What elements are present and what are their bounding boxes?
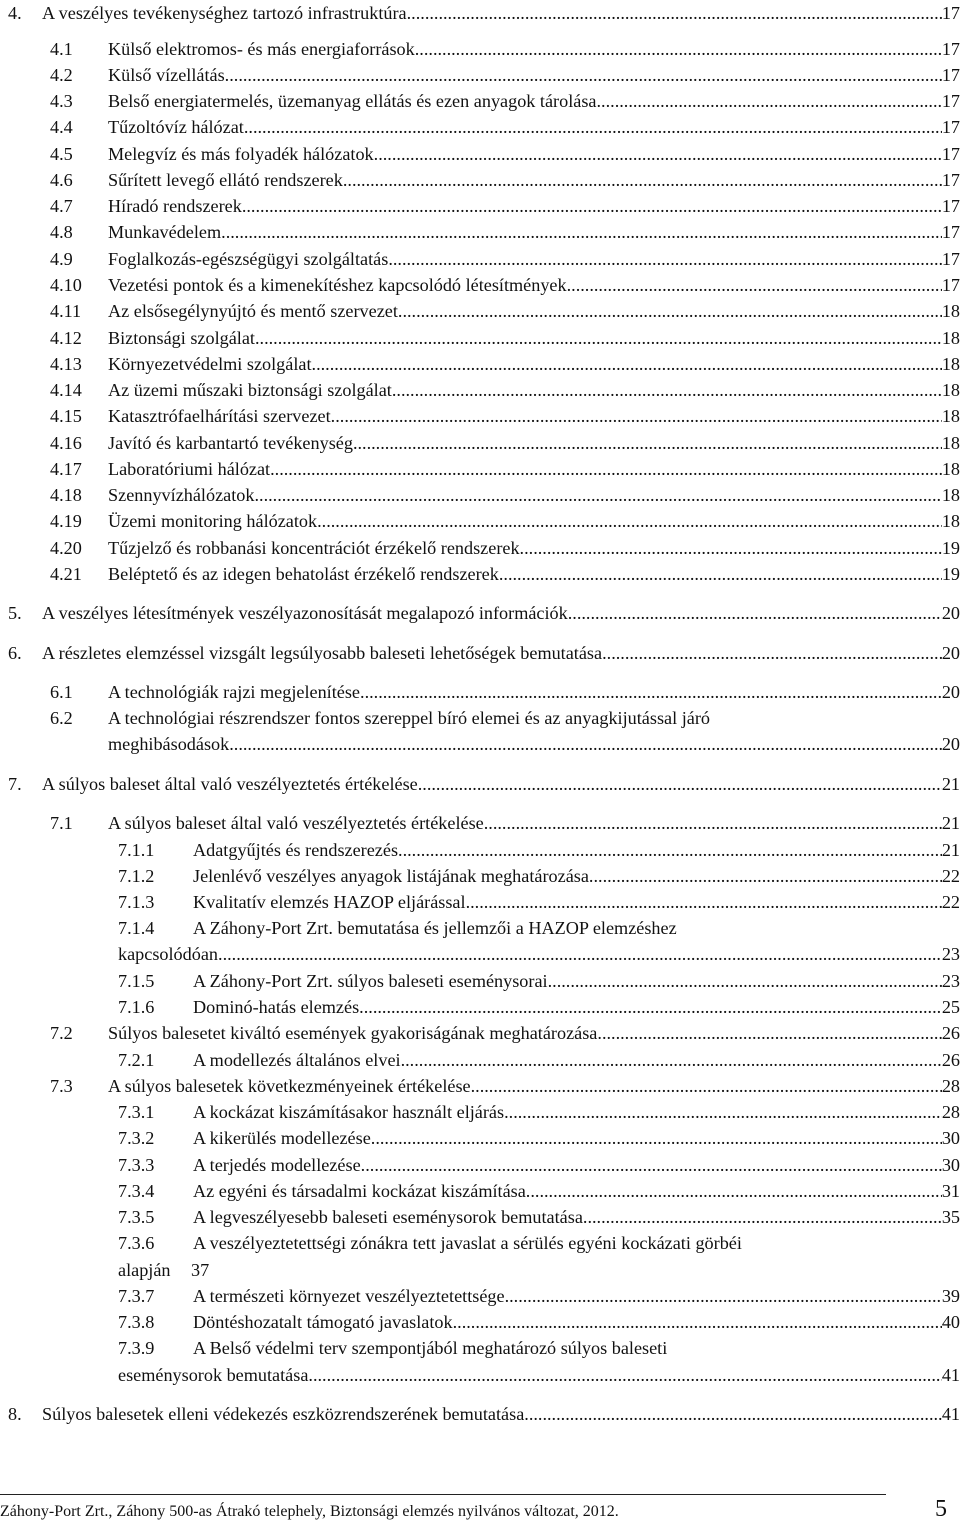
- toc-entry-number: 4.8: [50, 222, 73, 242]
- toc-entry-page: 21: [941, 813, 960, 833]
- toc-entry-number: 4.14: [50, 380, 82, 400]
- toc-entry-dot-leader: [589, 863, 942, 889]
- toc-entry-number: 4.17: [50, 459, 82, 479]
- toc-entry[interactable]: [0, 114, 960, 140]
- toc-entry[interactable]: [0, 600, 960, 626]
- toc-entry-fill: [193, 1152, 960, 1178]
- toc-entry-fill: [193, 1283, 960, 1309]
- toc-entry-page: 17: [941, 65, 960, 85]
- toc-entry-number: 6.2: [50, 708, 73, 728]
- toc-entry[interactable]: [0, 679, 960, 705]
- toc-entry-number: 7.: [8, 774, 22, 794]
- toc-entry[interactable]: [0, 1020, 960, 1046]
- toc-entry-number: 4.15: [50, 406, 82, 426]
- toc-entry-number: 4.16: [50, 433, 82, 453]
- toc-entry-number: 4.7: [50, 196, 73, 216]
- toc-entry-title: Döntéshozatalt támogató javaslatok: [193, 1312, 453, 1332]
- toc-entry-title: Vezetési pontok és a kimenekítéshez kapcsolódó létesítmények: [108, 275, 567, 295]
- toc-entry-number: 7.3.8: [118, 1312, 155, 1332]
- toc-entry-page: 30: [941, 1128, 960, 1148]
- toc-entry[interactable]: [0, 1283, 960, 1309]
- toc-entry-fill: [108, 62, 960, 88]
- toc-entry[interactable]: [0, 88, 960, 114]
- toc-entry-fill: [193, 968, 960, 994]
- toc-entry-title-continuation: kapcsolódóan: [118, 944, 219, 964]
- toc-entry[interactable]: [0, 141, 960, 167]
- toc-entry-page: 18: [941, 433, 960, 453]
- toc-entry[interactable]: [0, 0, 960, 26]
- toc-entry[interactable]: [0, 1178, 960, 1204]
- toc-entry-number: 7.1: [50, 813, 73, 833]
- toc-entry-fill: [193, 994, 960, 1020]
- toc-entry[interactable]: [0, 167, 960, 193]
- toc-entry-number: 7.1.2: [118, 866, 155, 886]
- toc-entry[interactable]: [0, 62, 960, 88]
- toc-entry[interactable]: [0, 1073, 960, 1099]
- toc-entry-title: Adatgyűjtés és rendszerezés: [193, 840, 399, 860]
- toc-entry-fill: [193, 837, 960, 863]
- toc-entry-number: 4.2: [50, 65, 73, 85]
- toc-entry[interactable]: [0, 561, 960, 587]
- toc-entry-dot-leader: [317, 508, 942, 534]
- toc-entry-dot-leader: [453, 1309, 942, 1335]
- toc-entry-dot-leader: [388, 246, 942, 272]
- toc-entry-dot-leader: [254, 482, 941, 508]
- toc-entry-dot-leader: [602, 640, 942, 666]
- toc-entry-fill: [108, 377, 960, 403]
- toc-entry-title: A Záhony-Port Zrt. bemutatása és jellemzői a HAZOP elemzéshez: [193, 918, 677, 938]
- toc-entry-page: 18: [941, 328, 960, 348]
- toc-entry-title: A Belső védelmi terv szempontjából meghatározó súlyos baleseti: [193, 1338, 668, 1358]
- toc-entry-dot-leader: [371, 1125, 942, 1151]
- toc-entry-title: Dominó-hatás elemzés: [193, 997, 360, 1017]
- toc-entry[interactable]: [0, 1125, 960, 1151]
- toc-entry-number: 4.5: [50, 144, 73, 164]
- toc-entry-title: Beléptető és az idegen behatolást érzékelő rendszerek: [108, 564, 499, 584]
- toc-entry-title-continuation: meghibásodások: [108, 734, 230, 754]
- toc-entry-dot-leader: [255, 325, 942, 351]
- toc-entry-dot-leader: [229, 62, 942, 88]
- toc-entry-page: 37: [191, 1260, 210, 1280]
- toc-entry-page: 21: [941, 840, 960, 860]
- toc-entry-continuation[interactable]: [0, 941, 960, 967]
- toc-entry-page: 19: [941, 538, 960, 558]
- toc-entry-dot-leader: [567, 272, 942, 298]
- toc-entry-fill: [108, 1073, 960, 1099]
- toc-entry-fill: [108, 679, 960, 705]
- toc-entry-title: Foglalkozás-egészségügyi szolgáltatás: [108, 249, 389, 269]
- footer-page-number: 5: [935, 1496, 947, 1522]
- toc-entry-dot-leader: [524, 1401, 942, 1427]
- toc-entry-title: A Záhony-Port Zrt. súlyos baleseti eseménysorai: [193, 971, 548, 991]
- toc-entry-page: 20: [941, 682, 960, 702]
- toc-entry-title: A természeti környezet veszélyeztetettsége: [193, 1286, 505, 1306]
- toc-entry-number: 7.1.4: [118, 918, 155, 938]
- toc-entry-number: 7.1.5: [118, 971, 155, 991]
- toc-entry-dot-leader: [398, 298, 942, 324]
- toc-entry-page: 20: [941, 603, 960, 623]
- toc-entry-dot-leader: [361, 1152, 942, 1178]
- toc-entry-title: Szennyvízhálózatok: [108, 485, 255, 505]
- toc-entry[interactable]: [0, 325, 960, 351]
- toc-entry-number: 7.1.1: [118, 840, 155, 860]
- toc-entry-title: Belső energiatermelés, üzemanyag ellátás és ezen anyagok tárolása: [108, 91, 597, 111]
- toc-entry-fill: [108, 88, 960, 114]
- toc-entry-continuation[interactable]: [0, 1362, 960, 1388]
- toc-entry-dot-leader: [398, 837, 942, 863]
- toc-entry-number: 7.3.5: [118, 1207, 155, 1227]
- toc-entry-page: 28: [941, 1076, 960, 1096]
- toc-entry-page: 18: [941, 354, 960, 374]
- toc-entry[interactable]: [0, 1309, 960, 1335]
- toc-entry-fill: [42, 1401, 960, 1427]
- toc-entry-number: 4.19: [50, 511, 82, 531]
- footer-text: Záhony-Port Zrt., Záhony 500-as Átrakó telephely, Biztonsági elemzés nyilvános változat, 2012.: [0, 1503, 619, 1520]
- toc-entry-title: Munkavédelem: [108, 222, 222, 242]
- toc-entry[interactable]: [0, 994, 960, 1020]
- toc-entry-page: 30: [941, 1155, 960, 1175]
- toc-entry-dot-leader: [597, 1020, 941, 1046]
- toc-entry-page: 26: [941, 1050, 960, 1070]
- toc-entry-page: 26: [941, 1023, 960, 1043]
- toc-entry-number: 7.3.1: [118, 1102, 155, 1122]
- toc-entry[interactable]: [0, 1047, 960, 1073]
- toc-entry-dot-leader: [331, 403, 942, 429]
- toc-entry[interactable]: [0, 219, 960, 245]
- toc-entry-title-continuation: eseménysorok bemutatása: [118, 1365, 309, 1385]
- toc-entry-page: 28: [941, 1102, 960, 1122]
- toc-entry-fill: [108, 810, 960, 836]
- toc-entry-fill: [108, 482, 960, 508]
- toc-entry-page: 18: [941, 406, 960, 426]
- toc-entry-number: 6.: [8, 643, 22, 663]
- toc-entry[interactable]: [0, 298, 960, 324]
- toc-entry[interactable]: [0, 1204, 960, 1230]
- toc-entry-number: 4.1: [50, 39, 73, 59]
- toc-entry-page: 19: [941, 564, 960, 584]
- toc-entry-page: 23: [941, 971, 960, 991]
- toc-entry[interactable]: [0, 36, 960, 62]
- toc-entry-title: A technológiai részrendszer fontos szereppel bíró elemei és az anyagkijutással járó: [108, 708, 710, 728]
- toc-entry-dot-leader: [504, 1099, 942, 1125]
- toc-entry-title: Az üzemi műszaki biztonsági szolgálat: [108, 380, 392, 400]
- toc-entry-fill: [42, 0, 960, 26]
- toc-entry-page: 21: [941, 774, 960, 794]
- toc-entry[interactable]: [0, 508, 960, 534]
- toc-entry-title: A legveszélyesebb baleseti eseménysorok bemutatása: [193, 1207, 583, 1227]
- toc-entry-fill: [193, 1178, 960, 1204]
- toc-entry-title: Az egyéni és társadalmi kockázat kiszámítása: [193, 1181, 526, 1201]
- toc-entry-fill: [108, 167, 960, 193]
- toc-entry-fill: [108, 325, 960, 351]
- toc-entry[interactable]: [0, 272, 960, 298]
- toc-entry-title: Katasztrófaelhárítási szervezet: [108, 406, 331, 426]
- toc-entry-page: 17: [941, 196, 960, 216]
- toc-entry-dot-leader: [360, 679, 942, 705]
- toc-entry-title: Külső elektromos- és más energiaforrások: [108, 39, 415, 59]
- toc-entry-title: Tűzoltóvíz hálózat: [108, 117, 244, 137]
- toc-entry-title: Jelenlévő veszélyes anyagok listájának meghatározása: [193, 866, 589, 886]
- toc-entry-page: 22: [941, 866, 960, 886]
- toc-entry[interactable]: [0, 915, 960, 941]
- toc-entry-number: 7.3.4: [118, 1181, 155, 1201]
- toc-entry-dot-leader: [308, 1362, 941, 1388]
- toc-entry-number: 4.6: [50, 170, 73, 190]
- toc-entry-fill: [108, 561, 960, 587]
- toc-entry-dot-leader: [526, 1178, 942, 1204]
- toc-entry-title: A modellezés általános elvei: [193, 1050, 401, 1070]
- toc-entry-fill: [108, 246, 960, 272]
- toc-entry-dot-leader: [484, 810, 942, 836]
- toc-entry[interactable]: [0, 535, 960, 561]
- toc-entry-page: 35: [941, 1207, 960, 1227]
- toc-entry-number: 7.3.6: [118, 1233, 155, 1253]
- toc-entry-number: 7.1.6: [118, 997, 155, 1017]
- footer-divider: [0, 1494, 886, 1495]
- toc-entry-fill: [108, 731, 960, 757]
- toc-entry-dot-leader: [418, 771, 942, 797]
- toc-entry-fill: [108, 456, 960, 482]
- toc-entry-title: A kockázat kiszámításakor használt eljárás: [193, 1102, 505, 1122]
- toc-entry-page: 20: [941, 734, 960, 754]
- toc-entry-page: 41: [941, 1365, 960, 1385]
- toc-entry-fill: [108, 1020, 960, 1046]
- toc-entry-fill: [193, 863, 960, 889]
- toc-entry[interactable]: [0, 771, 960, 797]
- toc-entry-number: 7.3: [50, 1076, 73, 1096]
- toc-entry-title: A súlyos baleset által való veszélyeztetés értékelése: [108, 813, 484, 833]
- toc-entry-page: 17: [941, 222, 960, 242]
- toc-entry-page: 22: [941, 892, 960, 912]
- toc-entry[interactable]: [0, 403, 960, 429]
- toc-entry-page: 18: [941, 301, 960, 321]
- toc-entry-fill: [108, 219, 960, 245]
- toc-entry-title: Javító és karbantartó tevékenység: [108, 433, 353, 453]
- toc-entry-fill: [108, 508, 960, 534]
- toc-entry-number: 4.4: [50, 117, 73, 137]
- toc-entry-dot-leader: [229, 731, 942, 757]
- toc-entry-fill: [108, 114, 960, 140]
- toc-entry-number: 6.1: [50, 682, 73, 702]
- toc-entry-fill: [108, 351, 960, 377]
- toc-entry-page: 17: [941, 3, 960, 23]
- toc-entry[interactable]: [0, 377, 960, 403]
- toc-entry[interactable]: [0, 1401, 960, 1427]
- toc-entry[interactable]: [0, 246, 960, 272]
- toc-entry-dot-leader: [343, 167, 942, 193]
- toc-entry-number: 7.3.3: [118, 1155, 155, 1175]
- toc-entry-continuation[interactable]: [0, 731, 960, 757]
- toc-entry[interactable]: [0, 968, 960, 994]
- toc-entry[interactable]: [0, 863, 960, 889]
- toc-entry-fill: [42, 600, 960, 626]
- toc-entry-fill: [108, 36, 960, 62]
- toc-entry-number: 4.13: [50, 354, 82, 374]
- toc-entry-number: 5.: [8, 603, 22, 623]
- toc-entry-title: Sűrített levegő ellátó rendszerek: [108, 170, 343, 190]
- toc-entry[interactable]: [0, 810, 960, 836]
- toc-entry[interactable]: [0, 1099, 960, 1125]
- toc-entry-page: 17: [941, 275, 960, 295]
- toc-entry-page: 17: [941, 117, 960, 137]
- toc-entry-number: 4.: [8, 3, 22, 23]
- toc-entry-dot-leader: [221, 219, 942, 245]
- toc-entry-page: 39: [941, 1286, 960, 1306]
- toc-entry-fill: [108, 298, 960, 324]
- toc-entry-fill: [193, 1125, 960, 1151]
- toc-entry-title: A kikerülés modellezése: [193, 1128, 371, 1148]
- toc-entry-number: 7.2: [50, 1023, 73, 1043]
- toc-entry-title: Biztonsági szolgálat: [108, 328, 255, 348]
- toc-entry[interactable]: [0, 351, 960, 377]
- toc-entry-page: 25: [941, 997, 960, 1017]
- toc-entry-number: 4.11: [50, 301, 82, 321]
- toc-entry-title: A veszélyes tevékenységhez tartozó infrastruktúra: [42, 3, 407, 23]
- toc-entry-number: 4.3: [50, 91, 73, 111]
- toc-entry-fill: [42, 640, 960, 666]
- toc-entry-fill: [108, 141, 960, 167]
- toc-entry-fill: [108, 403, 960, 429]
- toc-entry-number: 4.12: [50, 328, 82, 348]
- toc-entry-number: 4.18: [50, 485, 82, 505]
- toc-entry-title: Laboratóriumi hálózat: [108, 459, 271, 479]
- toc-entry-page: 41: [941, 1404, 960, 1424]
- toc-entry-dot-leader: [471, 1073, 942, 1099]
- toc-entry-title: A részletes elemzéssel vizsgált legsúlyosabb baleseti lehetőségek bemutatása: [42, 643, 603, 663]
- toc-entry-title: A veszélyeztetettségi zónákra tett javaslat a sérülés egyéni kockázati görbéi: [193, 1233, 742, 1253]
- toc-entry-page: 17: [941, 39, 960, 59]
- toc-entry-title: A technológiák rajzi megjelenítése: [108, 682, 361, 702]
- toc-entry-fill: [108, 535, 960, 561]
- toc-entry-dot-leader: [583, 1204, 942, 1230]
- toc-entry-title-continuation: alapján: [118, 1260, 171, 1280]
- toc-entry-page: 17: [941, 91, 960, 111]
- toc-entry[interactable]: [0, 1335, 960, 1361]
- toc-entry[interactable]: [0, 837, 960, 863]
- toc-entry-number: 7.2.1: [118, 1050, 155, 1070]
- toc-entry-page: 20: [941, 643, 960, 663]
- toc-entry-title: Környezetvédelmi szolgálat: [108, 354, 312, 374]
- toc-entry-continuation[interactable]: [0, 1257, 960, 1283]
- toc-entry-title: Súlyos balesetek elleni védekezés eszközrendszerének bemutatása: [42, 1404, 525, 1424]
- toc-entry-dot-leader: [499, 561, 942, 587]
- toc-entry-dot-leader: [548, 968, 942, 994]
- toc-entry-number: 4.20: [50, 538, 82, 558]
- toc-entry-fill: [108, 193, 960, 219]
- toc-entry-dot-leader: [312, 351, 942, 377]
- toc-entry-fill: [118, 1362, 960, 1388]
- toc-entry-dot-leader: [466, 889, 942, 915]
- toc-entry[interactable]: [0, 640, 960, 666]
- toc-entry-title: A veszélyes létesítmények veszélyazonosítását megalapozó információk: [42, 603, 568, 623]
- toc-entry-dot-leader: [242, 193, 942, 219]
- toc-entry-number: 8.: [8, 1404, 22, 1424]
- toc-entry-number: 4.21: [50, 564, 82, 584]
- toc-entry-number: 7.3.7: [118, 1286, 155, 1306]
- toc-entry-title: Melegvíz és más folyadék hálózatok: [108, 144, 374, 164]
- toc-entry-dot-leader: [359, 994, 942, 1020]
- toc-entry-title: Külső vízellátás.: [108, 65, 230, 85]
- toc-entry[interactable]: [0, 430, 960, 456]
- toc-entry-dot-leader: [520, 535, 942, 561]
- toc-entry[interactable]: [0, 889, 960, 915]
- toc-entry-fill: [193, 889, 960, 915]
- toc-entry-number: 7.1.3: [118, 892, 155, 912]
- toc-entry-dot-leader: [407, 0, 942, 26]
- toc-entry[interactable]: [0, 705, 960, 731]
- toc-entry-title: Kvalitatív elemzés HAZOP eljárással: [193, 892, 466, 912]
- toc-entry-fill: [108, 430, 960, 456]
- toc-entry-fill: [193, 1204, 960, 1230]
- toc-entry-page: 18: [941, 459, 960, 479]
- toc-entry-title: A súlyos baleset által való veszélyeztetés értékelése: [42, 774, 418, 794]
- toc-entry-fill: [193, 1047, 960, 1073]
- toc-entry-dot-leader: [392, 377, 942, 403]
- toc-entry-fill: [193, 1309, 960, 1335]
- toc-entry-page: 17: [941, 249, 960, 269]
- toc-entry-fill: [193, 1099, 960, 1125]
- toc-entry-dot-leader: [505, 1283, 942, 1309]
- toc-entry-fill: [118, 941, 960, 967]
- toc-entry-number: 7.3.2: [118, 1128, 155, 1148]
- toc-entry-title: Tűzjelző és robbanási koncentrációt érzékelő rendszerek: [108, 538, 520, 558]
- toc-entry-dot-leader: [218, 941, 942, 967]
- toc-entry-dot-leader: [270, 456, 942, 482]
- toc-entry-title: Híradó rendszerek: [108, 196, 242, 216]
- toc-entry-fill: [42, 771, 960, 797]
- toc-entry-page: 17: [941, 144, 960, 164]
- toc-entry-dot-leader: [568, 600, 942, 626]
- toc-entry-title: Az elsősegélynyújtó és mentő szervezet: [108, 301, 398, 321]
- toc-entry-dot-leader: [353, 430, 942, 456]
- toc-entry-page: 18: [941, 485, 960, 505]
- toc-entry-dot-leader: [374, 141, 942, 167]
- toc-entry-page: 18: [941, 380, 960, 400]
- toc-entry[interactable]: [0, 456, 960, 482]
- toc-entry-dot-leader: [244, 114, 942, 140]
- toc-entry-page: 17: [941, 170, 960, 190]
- toc-entry-fill: [108, 272, 960, 298]
- toc-entry[interactable]: [0, 193, 960, 219]
- toc-entry-dot-leader: [597, 88, 942, 114]
- toc-entry-dot-leader: [415, 36, 942, 62]
- toc-entry-page: 31: [941, 1181, 960, 1201]
- toc-entry-number: 4.9: [50, 249, 73, 269]
- toc-entry-title: Súlyos balesetet kiváltó események gyakoriságának meghatározása: [108, 1023, 598, 1043]
- toc-entry[interactable]: [0, 1152, 960, 1178]
- toc-entry-number: 7.3.9: [118, 1338, 155, 1358]
- toc-entry[interactable]: [0, 1230, 960, 1256]
- toc-entry[interactable]: [0, 482, 960, 508]
- toc-entry-title: Üzemi monitoring hálózatok: [108, 511, 318, 531]
- toc-entry-page: 40: [941, 1312, 960, 1332]
- toc-entry-title: A terjedés modellezése: [193, 1155, 361, 1175]
- toc-entry-title: A súlyos balesetek következményeinek értékelése: [108, 1076, 471, 1096]
- toc-entry-page: 23: [941, 944, 960, 964]
- toc-entry-page: 18: [941, 511, 960, 531]
- toc-entry-dot-leader: [401, 1047, 942, 1073]
- toc-entry-number: 4.10: [50, 275, 82, 295]
